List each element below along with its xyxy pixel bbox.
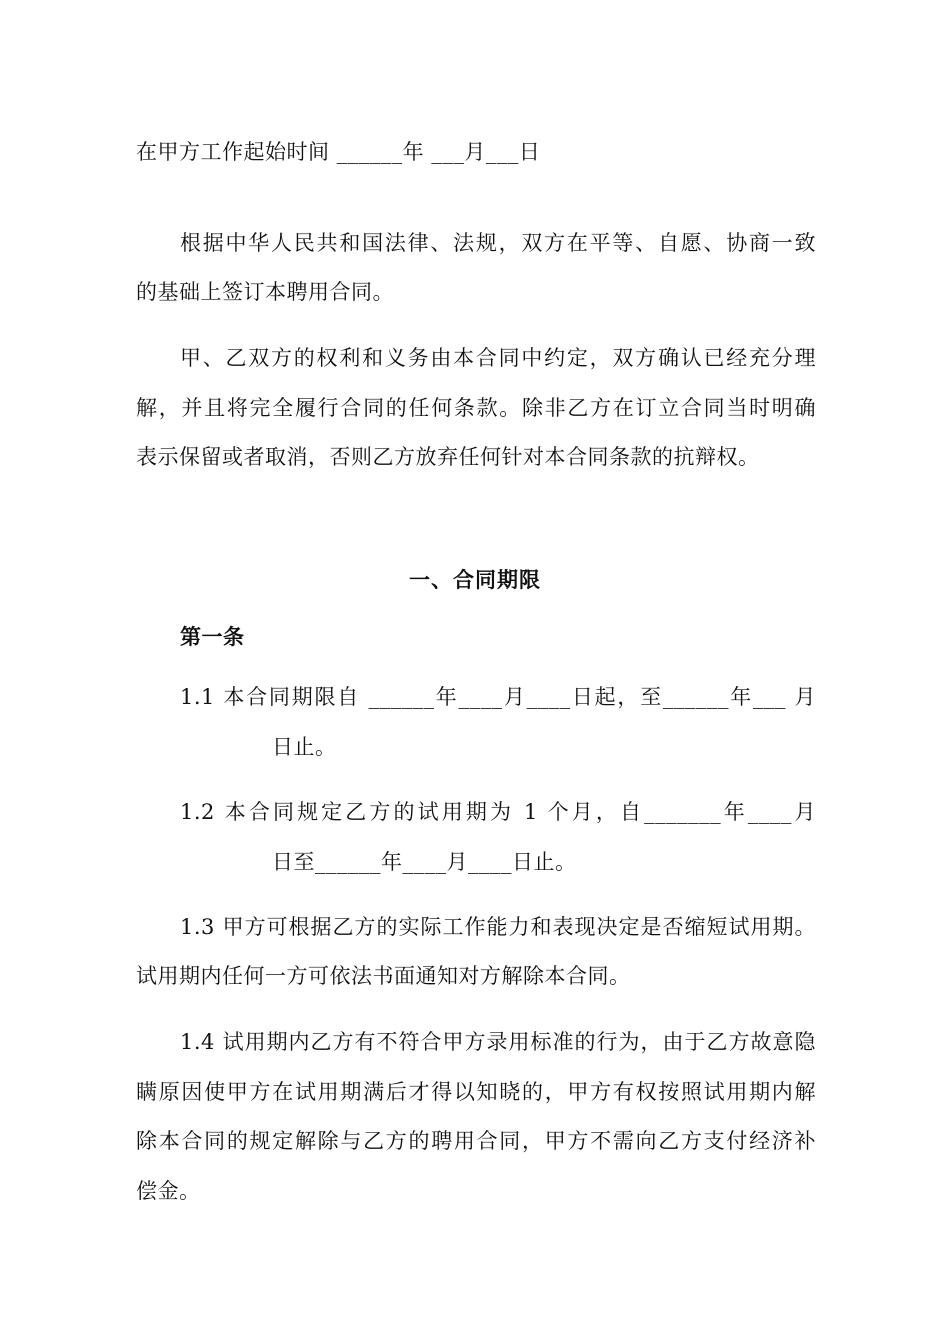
clause-1-4-line-4: 偿金。 <box>136 1179 201 1203</box>
section-title: 一、合同期限 <box>409 567 541 592</box>
article-title: 第一条 <box>180 624 245 649</box>
start-date-line: 在甲方工作起始时间 ______年 ___月___日 <box>136 140 541 164</box>
clause-1-3-line-2: 试用期内任何一方可依法书面通知对方解除本合同。 <box>136 964 631 988</box>
clause-1-4-line-3: 除本合同的规定解除与乙方的聘用合同，甲方不需向乙方支付经济补 <box>136 1129 816 1153</box>
clause-1-4-line-2: 瞒原因使甲方在试用期满后才得以知晓的，甲方有权按照试用期内解 <box>136 1080 816 1104</box>
clause-1-3-line-1: 1.3 甲方可根据乙方的实际工作能力和表现决定是否缩短试用期。 <box>180 915 816 939</box>
clause-1-4-line-1: 1.4 试用期内乙方有不符合甲方录用标准的行为，由于乙方故意隐 <box>180 1030 816 1054</box>
intro-paragraph-line-1: 根据中华人民共和国法律、法规，双方在平等、自愿、协商一致 <box>180 231 816 255</box>
rights-paragraph-line-3: 表示保留或者取消，否则乙方放弃任何针对本合同条款的抗辩权。 <box>136 445 760 469</box>
intro-paragraph-line-2: 的基础上签订本聘用合同。 <box>136 280 394 304</box>
rights-paragraph-line-2: 解，并且将完全履行合同的任何条款。除非乙方在订立合同当时明确 <box>136 396 816 420</box>
clause-1-2-line-2: 日至______年____月____日止。 <box>272 850 577 874</box>
clause-1-2-line-1: 1.2 本合同规定乙方的试用期为 1 个月，自_______年____月 <box>180 800 816 824</box>
clause-1-1-line-1: 1.1 本合同期限自 ______年____月____日起，至______年___ 月 <box>180 685 816 709</box>
rights-paragraph-line-1: 甲、乙双方的权利和义务由本合同中约定，双方确认已经充分理 <box>180 346 816 370</box>
clause-1-1-line-2: 日止。 <box>272 735 337 759</box>
